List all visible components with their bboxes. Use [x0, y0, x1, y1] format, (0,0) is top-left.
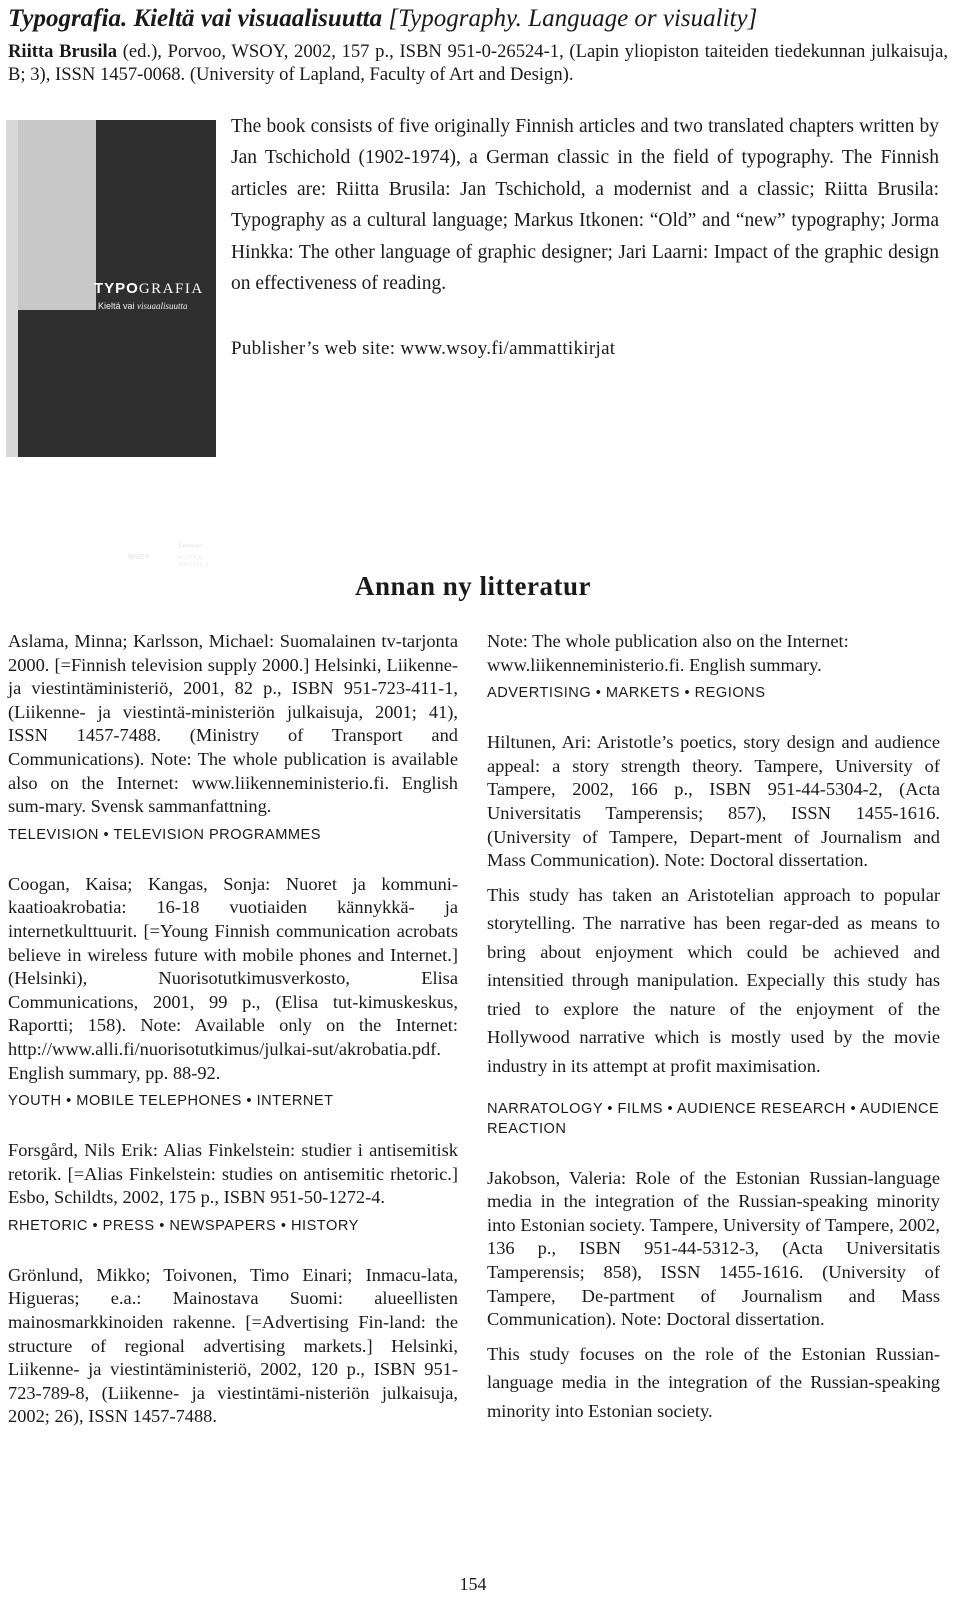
book-description: The book consists of five originally Finnish articles and two translated chapters written by Jan Tschichold (1902-1974), a German classic in the field of typography. The Finnish articles are: Riitta Brusila: Jan Tschichold, a modernist and a classic; Riitta Brusila: Typography as a cultural language; Markus Itkonen: “Old” and “new” typography; Jorma Hinkka: The other language of graphic designer; Jari Laarni: Impact of the graphic design on effectiveness of reading. [231, 116, 939, 295]
entry-abstract: This study has taken an Aristotelian approach to popular storytelling. The narrative has been regar-ded as means to bring about enjoyment which could be achieved and intensitied through manipulation. Expecially this study has tried to explore the nature of the enjoyment of the Hollywood narrative which is mostly used by the movie industry in its attempt at profit maximisation. [487, 884, 940, 1076]
entry-keywords: TELEVISION • TELEVISION PROGRAMMES [8, 826, 321, 843]
literature-entry-continuation: Note: The whole publication also on the Internet: www.liikenneministerio.fi. English summary. [487, 631, 849, 675]
entry-keywords: ADVERTISING • MARKETS • REGIONS [487, 685, 766, 702]
right-column [487, 630, 940, 1444]
literature-entry: Coogan, Kaisa; Kangas, Sonja: Nuoret ja kommuni-kaatioakrobatia: 16-18 vuotiaiden kännykkä- ja internetkulttuurit. [=Young Finnish communication acrobats believe in wireless future with mobile phones and Internet.] (Helsinki), Nuorisotutkimusverkosto, Elisa Communications, 2001, 99 p., (Elisa tut-kimuskeskus, Raportti; 158). Note: Available only on the Internet: http://www.alli.fi/nuorisotutkimus/julkai-sut/akrobatia.pdf. English summary, pp. 88-92. [8, 873, 458, 1083]
book-editor: Riitta Brusila [8, 41, 117, 62]
publisher-web-site: Publisher’s web site: www.wsoy.fi/ammattikirjat [231, 338, 616, 359]
page-number: 154 [459, 1574, 487, 1594]
cover-title-bold: TYPO [94, 280, 139, 297]
cover-subtitle-italic: visuaalisuutta [137, 301, 188, 311]
cover-light-panel [18, 120, 96, 310]
book-title-finnish: Typografia. Kieltä vai visuaalisuutta [8, 5, 383, 32]
book-bibliographic-info [8, 40, 948, 86]
cover-title-rest: GRAFIA [138, 281, 204, 297]
entry-keywords: RHETORIC • PRESS • NEWSPAPERS • HISTORY [8, 1217, 359, 1234]
literature-entry: Jakobson, Valeria: Role of the Estonian Russian-language media in the integration of the Russian-speaking minority into Estonian society. Tampere, University of Tampere, 2002, 136 p., ISBN 951-44-5312-3, (Acta Universitatis Tamperensis; 858), ISSN 1455-1616. (University of Tampere, De-partment of Journalism and Mass Communication). Note: Doctoral dissertation. [487, 1167, 940, 1330]
book-biblio-details: (ed.), Porvoo, WSOY, 2002, 157 p., ISBN 951-0-26524-1, (Lapin yliopiston taiteiden tiedekunnan julkaisuja, B; 3), ISSN 1457-0068. (University of Lapland, Faculty of Art and Design). [8, 41, 948, 85]
book-title-translated: [Typography. Language or visuality] [388, 5, 758, 32]
cover-spine [6, 120, 18, 457]
book-cover-image [6, 120, 216, 568]
literature-entry: Aslama, Minna; Karlsson, Michael: Suomalainen tv-tarjonta 2000. [=Finnish television supply 2000.] Helsinki, Liikenne- ja viestintäministeriö, 2001, 82 p., ISBN 951-723-411-1, (Liikenne- ja viestintä-ministeriön julkaisuja, 2001; 41), ISSN 1457-7488. (Ministry of Transport and Communications). Note: The whole publication is available also on the Internet: www.liikenneministerio.fi. English sum-mary. Svensk sammanfattning. [8, 631, 458, 817]
section-heading: Annan ny litteratur [354, 571, 591, 601]
left-column [8, 630, 458, 1429]
entry-keywords: NARRATOLOGY • FILMS • AUDIENCE RESEARCH • AUDIENCE REACTION [487, 1100, 940, 1137]
cover-editor-name: RIITTA BRUSILA [178, 554, 210, 568]
cover-publisher-logo: WSOY [128, 554, 150, 561]
cover-subtitle [98, 301, 188, 311]
cover-title [94, 280, 204, 298]
entry-abstract: This study focuses on the role of the Estonian Russian-language media in the integration of the Russian-speaking minority into Estonian society. [487, 1343, 940, 1421]
book-title [8, 2, 953, 36]
entry-keywords: YOUTH • MOBILE TELEPHONES • INTERNET [8, 1093, 334, 1110]
cover-subtitle-plain: Kieltä vai [98, 301, 135, 311]
literature-entry: Grönlund, Mikko; Toivonen, Timo Einari; Inmacu-lata, Higueras; e.a.: Mainostava Suomi: alueellisten mainosmarkkinoiden rakenne. [=Advertising Fin-land: the structure of regional advertising markets.] Helsinki, Liikenne- ja viestintäministeriö, 2002, 120 p., ISBN 951-723-789-8, (Liikenne- ja viestintämi-nisteriön julkaisuja, 2002; 26), ISSN 1457-7488. [8, 1264, 458, 1427]
cover-editor-note: Toimittanut [178, 544, 201, 549]
literature-entry: Hiltunen, Ari: Aristotle’s poetics, story design and audience appeal: a story strength theory. Tampere, University of Tampere, 2002, 166 p., ISBN 951-44-5304-2, (Acta Universitatis Tamperensis; 857), ISSN 1455-1616. (University of Tampere, Depart-ment of Journalism and Mass Communication). Note: Doctoral dissertation. [487, 732, 940, 871]
literature-entry: Forsgård, Nils Erik: Alias Finkelstein: studier i antisemitisk retorik. [=Alias Finkelstein: studies on antisemitic rhetoric.] Esbo, Schildts, 2002, 175 p., ISBN 951-50-1272-4. [8, 1140, 458, 1208]
